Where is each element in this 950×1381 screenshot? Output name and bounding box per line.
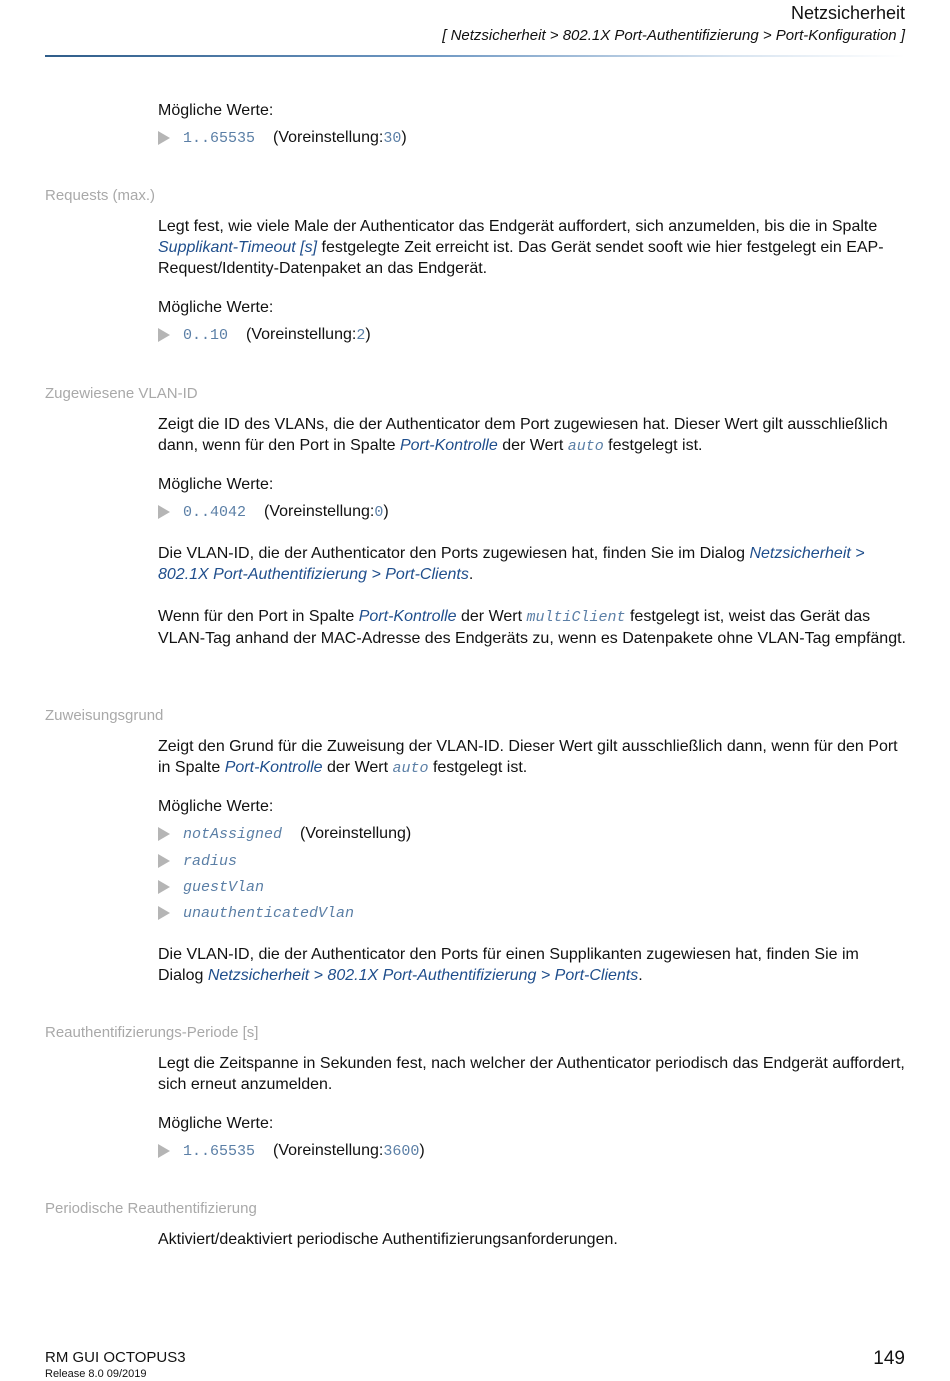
value-item — [158, 851, 237, 871]
reason-note-dialog: Die VLAN-ID, die der Authenticator den Ports für einen Supplikanten zugewiesen hat, finden Sie im Dialog Netzsicherheit > 802.1X Port-Authentifizierung > Port-Clients. — [158, 946, 859, 984]
default-suffix: ) — [383, 503, 389, 520]
bullet-triangle-icon — [158, 827, 170, 841]
value-range: 0..4042 — [183, 503, 247, 521]
value-item — [158, 877, 264, 897]
default-value: 3600 — [383, 1142, 420, 1160]
possible-values-heading: Mögliche Werte: — [158, 102, 274, 119]
section-label-requests: Requests (max.) — [45, 187, 156, 204]
value-name: guestVlan — [183, 878, 265, 896]
page-number: 149 — [873, 1348, 905, 1369]
value-name: radius — [183, 852, 238, 870]
inline-code: multiClient — [526, 609, 626, 626]
release-info: Release 8.0 09/2019 — [45, 1368, 147, 1380]
reauth-period-description: Legt die Zeitspanne in Sekunden fest, nach welcher der Authenticator periodisch das Endgerät auffordert, sich erneut anzumelden. — [158, 1055, 905, 1093]
value-item — [158, 128, 407, 148]
bullet-triangle-icon — [158, 328, 170, 342]
value-range: 0..10 — [183, 326, 229, 344]
vlan-description: Zeigt die ID des VLANs, die der Authenticator dem Port zugewiesen hat. Dieser Wert gilt ausschließlich dann, wenn für den Port in Spalte Port-Kontrolle der Wert auto festgelegt ist. — [158, 416, 888, 455]
default-suffix: ) — [365, 326, 371, 343]
possible-values-heading: Mögliche Werte: — [158, 299, 274, 316]
cross-reference: Port-Kontrolle — [358, 608, 457, 625]
value-item — [158, 824, 411, 844]
cross-reference: Netzsicherheit > 802.1X Port-Authentifizierung > Port-Clients — [158, 545, 865, 583]
default-prefix: (Voreinstellung: — [246, 326, 357, 343]
section-label-reauth-period: Reauthentifizierungs-Periode [s] — [45, 1024, 259, 1041]
section-label-periodic-reauth: Periodische Reauthentifizierung — [45, 1200, 257, 1217]
cross-reference: Supplikant-Timeout [s] — [158, 239, 318, 256]
bullet-triangle-icon — [158, 1144, 170, 1158]
default-suffix: ) — [401, 129, 407, 146]
bullet-triangle-icon — [158, 131, 170, 145]
section-label-vlan-id: Zugewiesene VLAN-ID — [45, 385, 198, 402]
value-item — [158, 1141, 425, 1161]
bullet-triangle-icon — [158, 505, 170, 519]
value-item — [158, 903, 354, 923]
breadcrumb: [ Netzsicherheit > 802.1X Port-Authentifizierung > Port-Konfiguration ] — [442, 27, 905, 44]
default-prefix: (Voreinstellung: — [264, 503, 375, 520]
possible-values-heading: Mögliche Werte: — [158, 476, 274, 493]
cross-reference: Netzsicherheit > 802.1X Port-Authentifizierung > Port-Clients — [207, 967, 639, 984]
value-range: 1..65535 — [183, 129, 256, 147]
page-header — [45, 0, 905, 58]
default-value: 0 — [374, 503, 384, 521]
bullet-triangle-icon — [158, 880, 170, 894]
value-item — [158, 502, 389, 522]
bullet-triangle-icon — [158, 906, 170, 920]
bullet-triangle-icon — [158, 854, 170, 868]
reason-description: Zeigt den Grund für die Zuweisung der VLAN-ID. Dieser Wert gilt ausschließlich dann, wenn für den Port in Spalte Port-Kontrolle der Wert auto festgelegt ist. — [158, 738, 898, 777]
header-divider — [45, 55, 905, 57]
chapter-title: Netzsicherheit — [790, 3, 905, 23]
value-item — [158, 325, 371, 345]
periodic-reauth-description: Aktiviert/deaktiviert periodische Authentifizierungsanforderungen. — [158, 1231, 618, 1248]
section-label-assignment-reason: Zuweisungsgrund — [45, 707, 164, 724]
cross-reference: Port-Kontrolle — [399, 437, 498, 454]
vlan-note-multiclient: Wenn für den Port in Spalte Port-Kontrolle der Wert multiClient festgelegt ist, weist das Gerät das VLAN-Tag anhand der MAC-Adresse des Endgeräts zu, wenn es Datenpakete ohne VLAN-Tag empfängt. — [158, 608, 906, 647]
default-prefix: (Voreinstellung: — [273, 1142, 384, 1159]
cross-reference: Port-Kontrolle — [224, 759, 323, 776]
value-name: notAssigned — [183, 825, 283, 843]
page-footer — [45, 1349, 186, 1380]
inline-code: auto — [567, 438, 604, 455]
document-name: RM GUI OCTOPUS3 — [45, 1349, 186, 1366]
default-prefix: (Voreinstellung: — [273, 129, 384, 146]
value-name: unauthenticatedVlan — [183, 904, 355, 922]
default-value: 2 — [356, 326, 366, 344]
inline-code: auto — [392, 760, 429, 777]
value-range: 1..65535 — [183, 1142, 256, 1160]
possible-values-heading: Mögliche Werte: — [158, 1115, 274, 1132]
default-suffix: ) — [419, 1142, 425, 1159]
requests-description: Legt fest, wie viele Male der Authenticator das Endgerät auffordert, sich anzumelden, bis die in Spalte Supplikant-Timeout [s] festgelegte Zeit erreicht ist. Das Gerät sendet sooft wie hier festgelegt ein EAP-Request/Identity-Datenpaket an das Endgerät. — [158, 218, 884, 277]
default-marker: (Voreinstellung) — [300, 825, 412, 842]
possible-values-heading: Mögliche Werte: — [158, 798, 274, 815]
default-value: 30 — [383, 129, 402, 147]
vlan-note-dialog: Die VLAN-ID, die der Authenticator den Ports zugewiesen hat, finden Sie im Dialog Netzsicherheit > 802.1X Port-Authentifizierung > Port-Clients. — [158, 545, 865, 583]
